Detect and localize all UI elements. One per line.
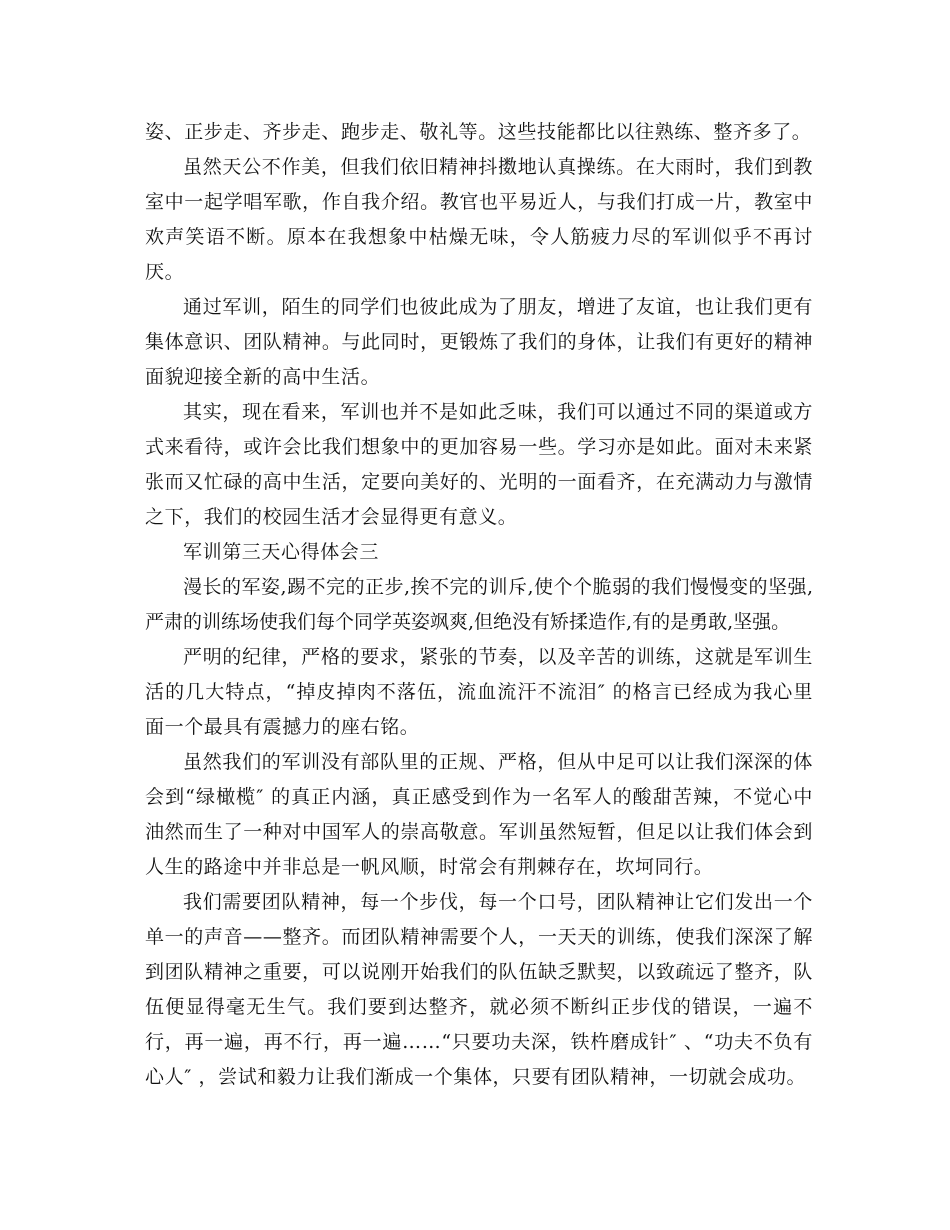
section-heading: 军训第三天心得体会三	[183, 541, 380, 563]
paragraph-rainy-day-training: 虽然天公不作美，但我们依旧精神抖擞地认真操练。在大雨时，我们到教室中一起学唱军歌，作自我介绍。教官也平易近人，与我们打成一片，教室中欢声笑语不断。原本在我想象中枯燥无味，令人筋疲力尽的军训似乎不再讨厌。	[145, 156, 813, 283]
paragraph-long-stance: 漫长的军姿,踢不完的正步,挨不完的训斥,使个个脆弱的我们慢慢变的坚强,严肃的训练场使我们每个同学英姿飒爽,但绝没有矫揉造作,有的是勇敢,坚强。	[145, 576, 813, 633]
paragraph-friendship: 通过军训，陌生的同学们也彼此成为了朋友，增进了友谊，也让我们更有集体意识、团队精神。与此同时，更锻炼了我们的身体，让我们有更好的精神面貌迎接全新的高中生活。	[145, 296, 813, 388]
paragraph-team-spirit: 我们需要团队精神，每一个步伐，每一个口号，团队精神让它们发出一个单一的声音——整齐。而团队精神需要个人，一天天的训练，使我们深深了解到团队精神之重要，可以说刚开始我们的队伍缺乏默契，以致疏远了整齐，队伍便显得毫无生气。我们要到达整齐，就必须不断纠正步伐的错误，一遍不行，再一遍，再不行，再一遍……“只要功夫深，铁杵磨成针″ 、“功夫不负有心人″ ，尝试和毅力让我们渐成一个集体，只要有团队精神，一切就会成功。	[145, 891, 813, 1088]
paragraph-military-spirit: 虽然我们的军训没有部队里的正规、严格，但从中足可以让我们深深的体会到“绿橄榄″ 的真正内涵，真正感受到作为一名军人的酸甜苦辣，不觉心中油然而生了一种对中国军人的崇高敬意。军训虽然短暂，但足以让我们体会到人生的路途中并非总是一帆风顺，时常会有荆棘存在，坎坷同行。	[145, 751, 813, 878]
document-body	[145, 115, 813, 1095]
paragraph-continuation: 姿、正步走、齐步走、跑步走、敬礼等。这些技能都比以往熟练、整齐多了。	[145, 121, 812, 143]
paragraph-reflection: 其实，现在看来，军训也并不是如此乏味，我们可以通过不同的渠道或方式来看待，或许会比我们想象中的更加容易一些。学习亦是如此。面对未来紧张而又忙碌的高中生活，定要向美好的、光明的一面看齐，在充满动力与激情之下，我们的校园生活才会显得更有意义。	[145, 401, 813, 528]
paragraph-discipline: 严明的纪律，严格的要求，紧张的节奏，以及辛苦的训练，这就是军训生活的几大特点，“掉皮掉肉不落伍，流血流汗不流泪″ 的格言已经成为我心里面一个最具有震撼力的座右铭。	[145, 646, 813, 738]
